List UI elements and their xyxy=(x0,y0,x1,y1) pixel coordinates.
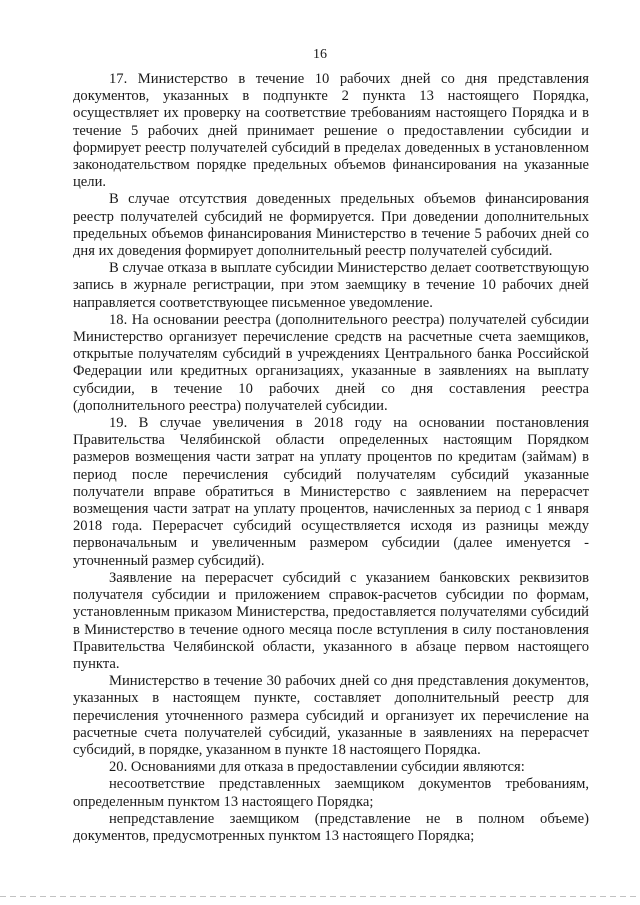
paragraph-nonsubmission: непредставление заемщиком (представление не в полном объеме) документов, предусмотренных пунктом 13 настоящего Порядка; xyxy=(73,810,589,844)
document-body xyxy=(73,71,589,845)
paragraph-17: 17. Министерство в течение 10 рабочих дней со дня представления документов, указанных в подпункте 2 пункта 13 настоящего Порядка, осуществляет их проверку на соответствие требованиям настоящего Порядка и в течение 5 рабочих дней принимает решение о предоставлении субсидии и формирует реестр получателей субсидий в пределах доведенных в установленном законодательством порядке предельных объемов финансирования на указанные цели. xyxy=(73,71,589,191)
scan-bottom-edge xyxy=(0,896,640,897)
page-number: 16 xyxy=(313,47,327,62)
paragraph-no-limits: В случае отсутствия доведенных предельных объемов финансирования реестр получателей субсидий не формируется. При доведении дополнительных предельных объемов финансирования Министерство в течение 5 рабочих дней со дня их доведения формирует дополнительный реестр получателей субсидий. xyxy=(73,191,589,260)
paragraph-nonconformity: несоответствие представленных заемщиком документов требованиям, определенным пунктом 13 настоящего Порядка; xyxy=(73,776,589,810)
paragraph-recalc-application: Заявление на перерасчет субсидий с указанием банковских реквизитов получателя субсидии и приложением справок-расчетов субсидии по формам, установленным приказом Министерства, предоставляется получателями субсидий в Министерство в течение одного месяца после вступления в силу постановления Правительства Челябинской области, указанного в абзаце первом настоящего пункта. xyxy=(73,569,589,672)
paragraph-ministry-30-days: Министерство в течение 30 рабочих дней со дня представления документов, указанных в настоящем пункте, составляет дополнительный реестр для перечисления уточненного размера субсидий и организует их перечисление на расчетные счета получателей субсидий, указанные в заявлениях на перерасчет субсидий, в порядке, указанном в пункте 18 настоящего Порядка. xyxy=(73,673,589,758)
paragraph-19: 19. В случае увеличения в 2018 году на основании постановления Правительства Челябинской области определенных настоящим Порядком размеров возмещения части затрат на уплату процентов по кредитам (займам) в период после перечисления субсидий получателям субсидий указанные получатели вправе обратиться в Министерство с заявлением на перерасчет возмещения части затрат на уплату процентов, начисленных за период с 1 января 2018 года. Перерасчет субсидий осуществляется исходя из разницы между первоначальным и увеличенным размером субсидии (далее именуется - уточненный размер субсидий). xyxy=(73,415,589,569)
paragraph-refusal-record: В случае отказа в выплате субсидии Министерство делает соответствующую запись в журнале регистрации, при этом заемщику в течение 10 рабочих дней направляется соответствующее письменное уведомление. xyxy=(73,260,589,311)
paragraph-18: 18. На основании реестра (дополнительного реестра) получателей субсидии Министерство организует перечисление средств на расчетные счета заемщиков, открытые получателям субсидий в учреждениях Центрального банка Российской Федерации или кредитных организациях, указанные в заявлениях на выплату субсидии, в течение 10 рабочих дней со дня составления реестра (дополнительного реестра) получателей субсидии. xyxy=(73,311,589,414)
paragraph-20: 20. Основаниями для отказа в предоставлении субсидии являются: xyxy=(109,759,525,776)
